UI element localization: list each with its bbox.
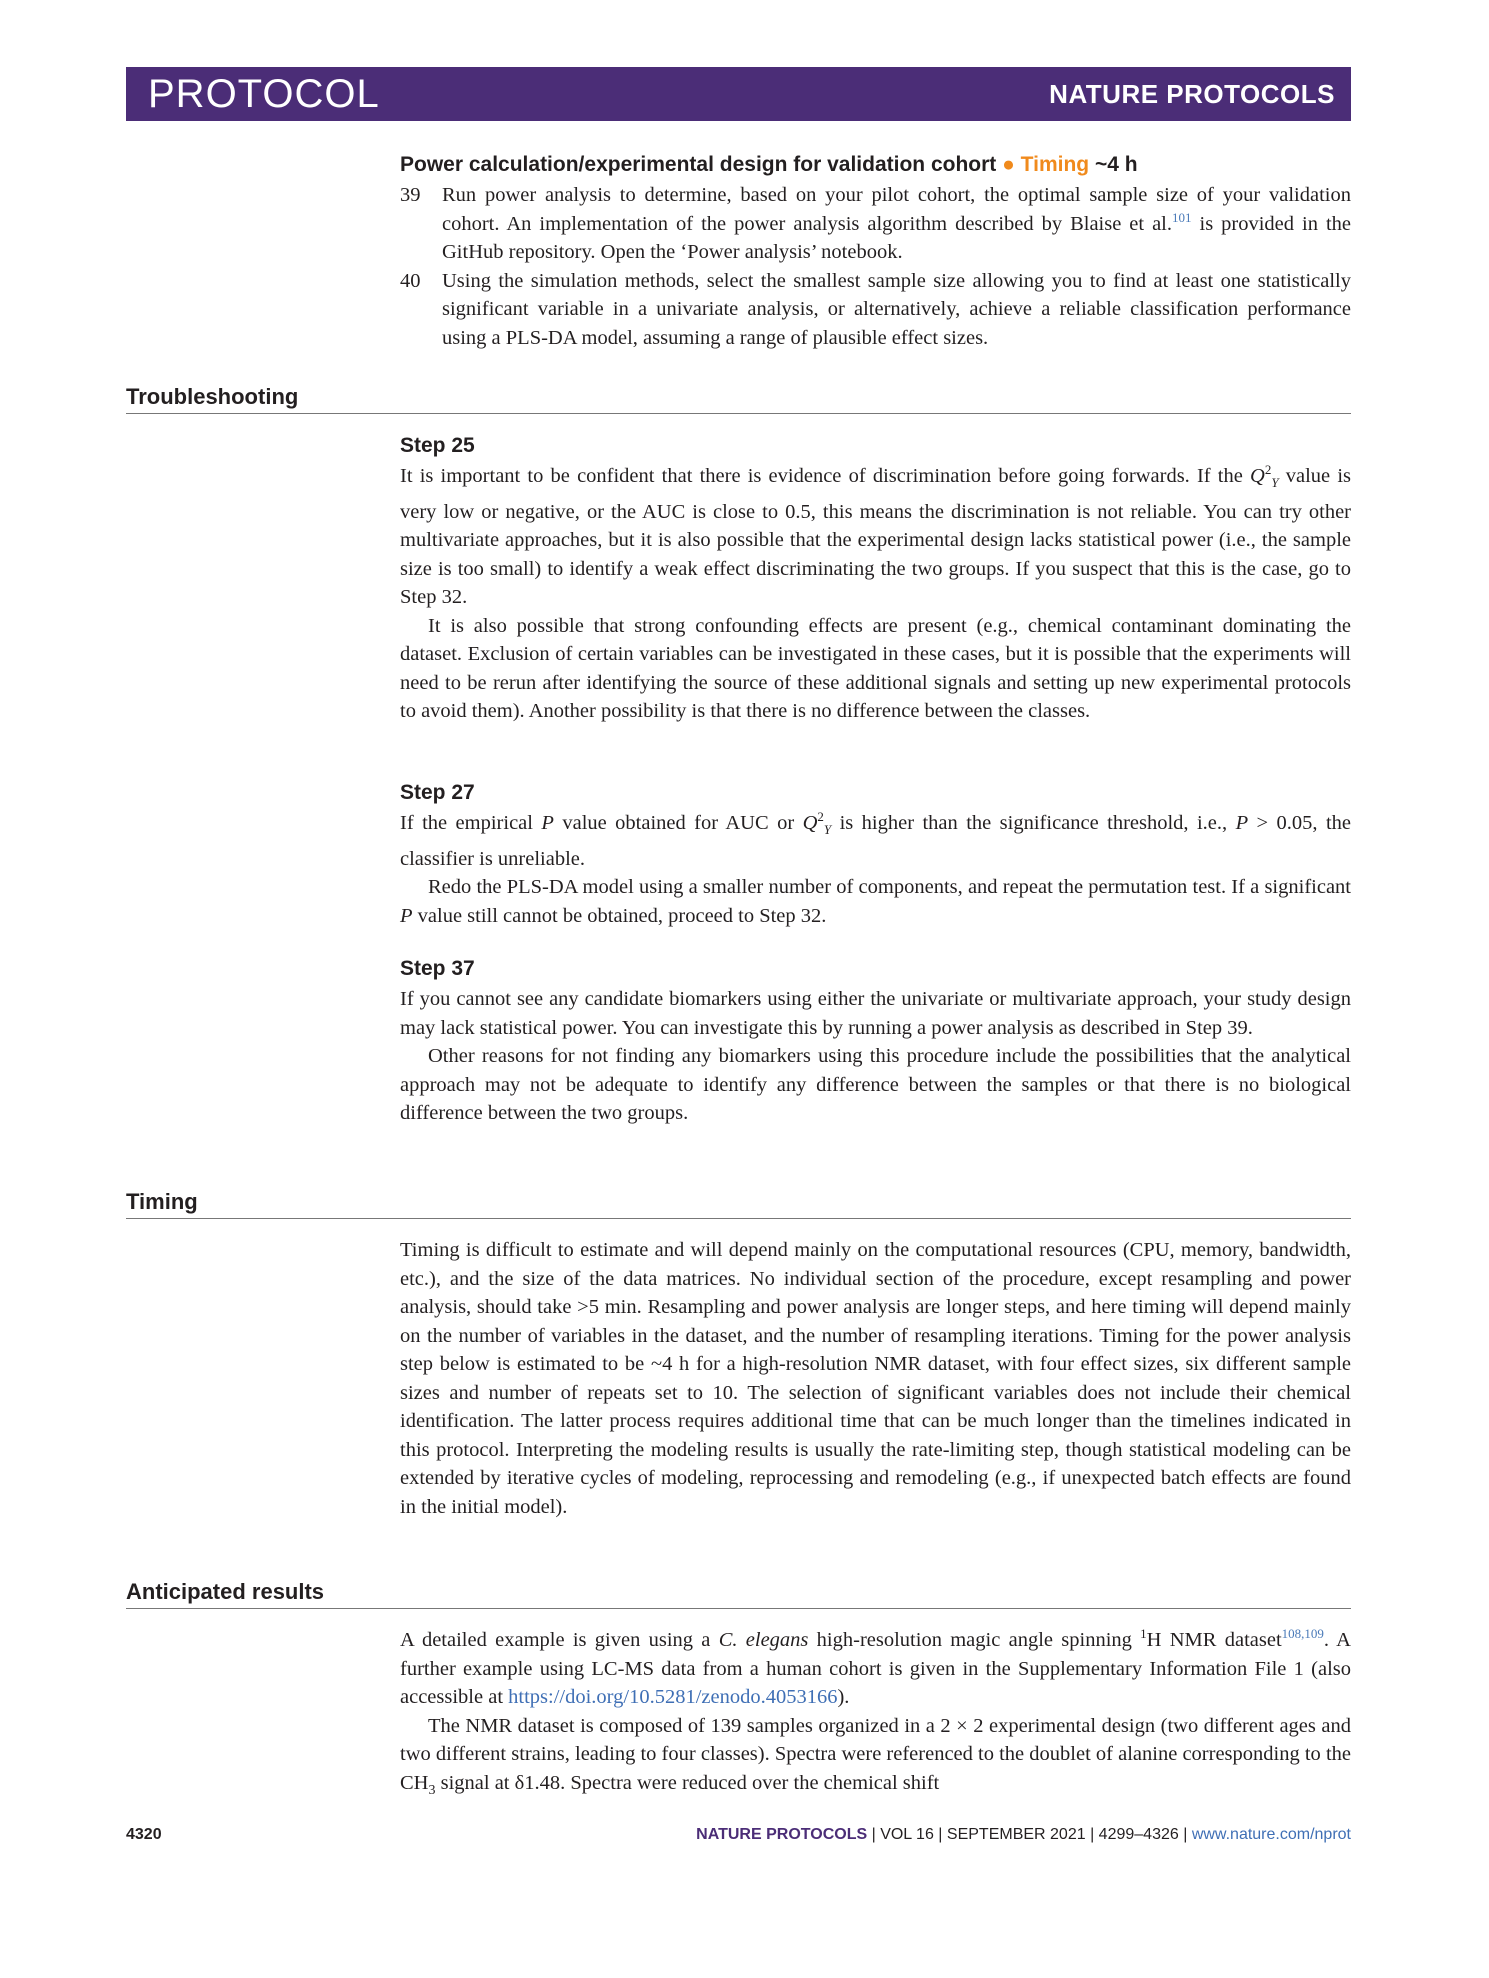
timing-label: Timing: [1020, 153, 1090, 176]
step27-block: [400, 779, 1351, 930]
power-section-title: Power calculation/experimental design for validation cohort ● Timing ~4 h: [400, 153, 1138, 176]
page-number: 4320: [126, 1826, 162, 1843]
timing-heading: Timing: [126, 1189, 1351, 1219]
troubleshooting-heading: Troubleshooting: [126, 384, 1351, 414]
step-number: 40: [400, 269, 421, 292]
step25-block: [400, 432, 1351, 726]
step37-title: Step 37: [400, 957, 475, 980]
step37-paragraph: If you cannot see any candidate biomarkers using either the univariate or multivariate approach, your study design may lack statistical power. You can investigate this by running a power analysis as described in Step 39.: [400, 988, 1351, 1039]
step27-title: Step 27: [400, 781, 475, 804]
list-item: [400, 181, 1351, 267]
step25-paragraph: It is also possible that strong confounding effects are present (e.g., chemical contaminant dominating the dataset. Exclusion of certain variables can be investigated in these cases, but it is possible that the experiments will need to be rerun after identifying the source of these additional signals and setting up new experimental protocols to avoid them). Another possibility is that there is no difference between the classes.: [400, 614, 1351, 723]
step37-paragraph: Other reasons for not finding any biomarkers using this procedure include the possibilities that the analytical approach may not be adequate to identify any difference between the samples or that there is no biological difference between the two groups.: [400, 1045, 1351, 1124]
timing-paragraph: Timing is difficult to estimate and will depend mainly on the computational resources (CPU, memory, bandwidth, etc.), and the size of the data matrices. No individual section of the procedure, except resampling and power analysis, should take >5 min. Resampling and power analysis are longer steps, and here timing will depend mainly on the number of variables in the dataset, and the number of resampling iterations. Timing for the power analysis step below is estimated to be ~4 h for a high-resolution NMR dataset, with four effect sizes, six different sample sizes and number of repeats set to 10. The selection of significant variables does not include their chemical identification. The latter process requires additional time that can be much longer than the timelines indicated in this protocol. Interpreting the modeling results is usually the rate-limiting step, though statistical modeling can be extended by iterative cycles of modeling, reprocessing and remodeling (e.g., if unexpected batch effects are found in the initial model).: [400, 1239, 1351, 1518]
step-text: Run power analysis to determine, based on your pilot cohort, the optimal sample size of your validation cohort. An implementation of the power analysis algorithm described by Blaise et al.$^{101}$ is provided in the GitHub repository. Open the ‘Power analysis’ notebook.: [442, 184, 1351, 263]
anticipated-heading: Anticipated results: [126, 1579, 1351, 1609]
journal-name: NATURE PROTOCOLS: [1049, 78, 1335, 109]
list-item: [400, 267, 1351, 353]
timing-dot-icon: ●: [1002, 153, 1015, 176]
reference[interactable]: 101: [1172, 209, 1192, 225]
step-text: Using the simulation methods, select the smallest sample size allowing you to find at least one statistically significant variable in a univariate analysis, or alternatively, achieve a reliable classification performance using a PLS-DA model, assuming a range of plausible effect sizes.: [442, 269, 1351, 349]
doi-link[interactable]: https://doi.org/10.5281/zenodo.4053166: [508, 1686, 838, 1708]
footer-citation: NATURE PROTOCOLS | VOL 16 | SEPTEMBER 2021 | 4299–4326 | www.nature.com/nprot: [696, 1826, 1351, 1843]
section-type-label: PROTOCOL: [148, 71, 380, 116]
timing-value: ~4 h: [1094, 153, 1138, 176]
timing-block: [400, 1236, 1351, 1521]
anticipated-block: [400, 1626, 1351, 1805]
journal-link[interactable]: www.nature.com/nprot: [1191, 1826, 1351, 1843]
reference[interactable]: 108,109: [1281, 1626, 1324, 1642]
power-section: [400, 151, 1351, 352]
step25-title: Step 25: [400, 434, 475, 457]
step27-paragraph: If the empirical P value obtained for AUC or $Q^2_Y$ is higher than the significance threshold, i.e., P > 0.05, the classifier is unreliable.: [400, 809, 1351, 870]
page-footer: [126, 1826, 1351, 1844]
step27-paragraph: Redo the PLS-DA model using a smaller number of components, and repeat the permutation test. If a significant P value still cannot be obtained, proceed to Step 32.: [400, 876, 1351, 927]
step37-block: [400, 955, 1351, 1128]
anticipated-paragraph: The NMR dataset is composed of 139 samples organized in a 2 × 2 experimental design (two different ages and two different strains, leading to four classes). Spectra were referenced to the doublet of alanine corresponding to the $CH_3$ signal at δ1.48. Spectra were reduced over the chemical shift: [400, 1714, 1351, 1798]
header-banner: [126, 67, 1351, 121]
anticipated-paragraph: A detailed example is given using a C. elegans high-resolution magic angle spinning $^1$H NMR dataset$^{108,109}$. A further example using LC-MS data from a human cohort is given in the Supplementary Information File 1 (also accessible at https://doi.org/10.5281/zenodo.4053166).: [400, 1626, 1351, 1708]
step25-paragraph: It is important to be confident that there is evidence of discrimination before going forwards. If the $Q^2_Y$ value is very low or negative, or the AUC is close to 0.5, this means the discrimination is not reliable. You can try other multivariate approaches, but it is also possible that the experimental design lacks statistical power (i.e., the sample size is too small) to identify a weak effect discriminating the two groups. If you suspect that this is the case, go to Step 32.: [400, 462, 1351, 609]
step-number: 39: [400, 184, 421, 206]
